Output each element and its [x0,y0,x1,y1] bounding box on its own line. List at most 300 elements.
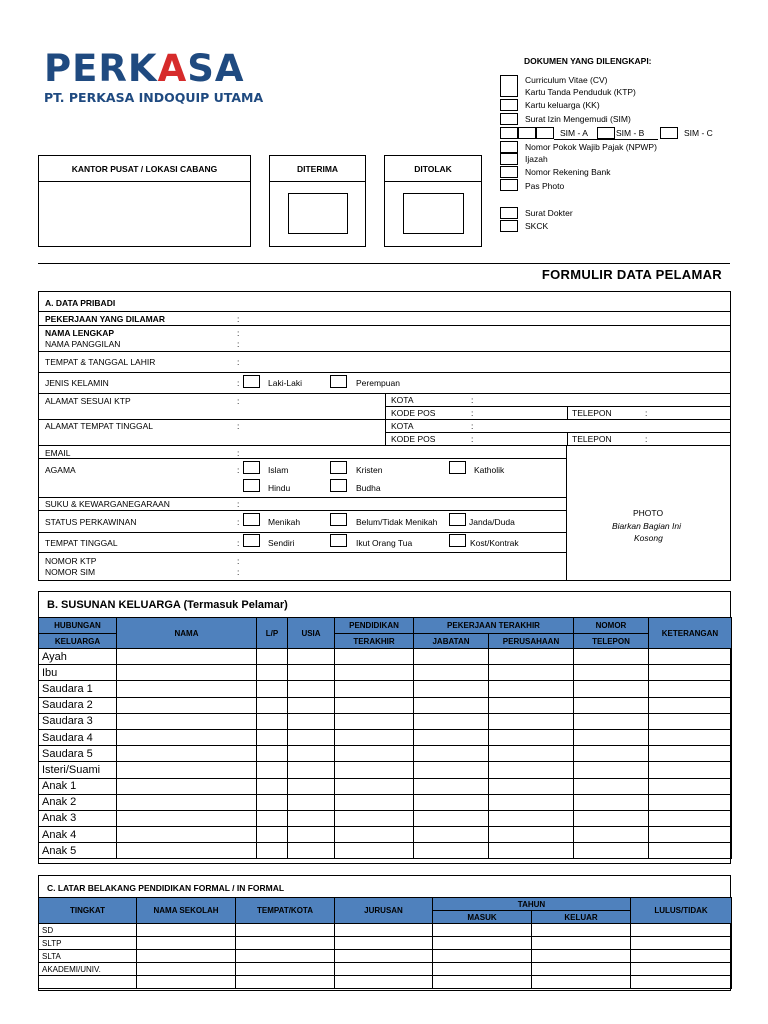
colon: : [237,378,240,388]
doc-checkbox-kk[interactable] [500,99,518,111]
section-education [38,875,731,991]
sim-a-checkbox-1[interactable] [500,127,518,139]
education-cell[interactable] [631,950,732,963]
education-cell[interactable] [532,950,631,963]
family-cell[interactable] [414,810,489,826]
religion-islam-checkbox[interactable] [243,461,260,474]
family-row [39,810,732,826]
education-cell[interactable] [433,924,532,937]
header-company: PERUSAHAAN [489,634,574,649]
education-table [38,897,732,989]
doc-label-ijazah: Ijazah [525,154,548,164]
family-cell[interactable] [489,778,574,794]
family-cell[interactable] [288,762,335,778]
family-cell[interactable] [574,778,649,794]
family-cell[interactable] [117,681,257,697]
education-cell[interactable] [137,950,236,963]
religion-kristen-checkbox[interactable] [330,461,347,474]
label-phone-2: TELEPON [572,434,612,444]
family-cell[interactable] [574,794,649,810]
family-cell[interactable] [335,729,414,745]
header-education-2: TERAKHIR [335,634,414,649]
family-cell[interactable] [257,665,288,681]
family-relation: Saudara 5 [39,746,117,762]
company-name: PT. PERKASA INDOQUIP UTAMA [44,90,264,105]
family-cell[interactable] [117,810,257,826]
family-cell[interactable] [649,762,732,778]
marital-widowed-label: Janda/Duda [469,517,515,527]
colon: : [237,556,240,566]
family-row [39,697,732,713]
header-notes: KETERANGAN [649,618,732,649]
education-cell[interactable] [631,963,732,976]
row-divider [39,510,566,511]
sim-a-checkbox-3[interactable] [536,127,554,139]
education-cell[interactable] [137,963,236,976]
row-divider [39,445,730,446]
header-education: PENDIDIKAN [335,618,414,634]
company-logo [44,47,264,105]
family-cell[interactable] [649,843,732,859]
colon: : [471,434,474,444]
education-level: SD [39,924,137,937]
doc-label-doctor: Surat Dokter [525,208,573,218]
family-cell[interactable] [414,729,489,745]
education-cell[interactable] [532,937,631,950]
education-cell[interactable] [236,924,335,937]
family-row [39,843,732,859]
family-cell[interactable] [649,729,732,745]
section-a-title: A. DATA PRIBADI [45,298,116,308]
header-phone-2: TELEPON [574,634,649,649]
religion-islam-label: Islam [268,465,289,475]
residence-alone-label: Sendiri [268,538,295,548]
gender-male-label: Laki-Laki [268,378,303,388]
label-city-2: KOTA [391,421,414,431]
religion-hindu-label: Hindu [268,483,291,493]
family-cell[interactable] [335,713,414,729]
family-cell[interactable] [335,665,414,681]
sim-a-checkbox-2[interactable] [518,127,536,139]
family-relation: Anak 4 [39,827,117,843]
doc-label-photo: Pas Photo [525,181,565,191]
family-cell[interactable] [489,665,574,681]
family-cell[interactable] [414,649,489,665]
family-cell[interactable] [574,762,649,778]
section-personal-data [38,291,731,581]
family-cell[interactable] [257,697,288,713]
family-cell[interactable] [649,794,732,810]
header-divider [38,263,730,264]
doc-checkbox-npwp[interactable] [500,141,518,153]
family-cell[interactable] [335,810,414,826]
section-family [38,591,731,864]
religion-katholik-label: Katholik [474,465,505,475]
family-row [39,713,732,729]
colon: : [471,408,474,418]
family-cell[interactable] [574,649,649,665]
header-relation: HUBUNGAN [39,618,117,634]
education-cell[interactable] [236,976,335,989]
label-email: EMAIL [45,448,71,458]
colon: : [237,328,240,338]
family-cell[interactable] [117,713,257,729]
row-divider [39,325,730,326]
family-relation: Saudara 4 [39,729,117,745]
label-address-ktp: ALAMAT SESUAI KTP [45,396,131,406]
residence-alone-checkbox[interactable] [243,534,260,547]
label-phone-1: TELEPON [572,408,612,418]
gender-female-checkbox[interactable] [330,375,347,388]
family-relation: Anak 5 [39,843,117,859]
family-relation: Ayah [39,649,117,665]
family-cell[interactable] [414,746,489,762]
family-cell[interactable] [257,762,288,778]
education-cell[interactable] [433,950,532,963]
education-cell[interactable] [433,937,532,950]
family-cell[interactable] [288,681,335,697]
colon: : [237,339,240,349]
education-cell[interactable] [631,937,732,950]
family-cell[interactable] [489,681,574,697]
family-cell[interactable] [574,843,649,859]
family-cell[interactable] [414,762,489,778]
education-row [39,924,732,937]
family-cell[interactable] [288,827,335,843]
branch-office-label: KANTOR PUSAT / LOKASI CABANG [39,156,250,182]
family-cell[interactable] [414,778,489,794]
family-cell[interactable] [414,843,489,859]
colon: : [645,408,648,418]
family-row [39,762,732,778]
family-cell[interactable] [288,746,335,762]
header-sex: L/P [257,618,288,649]
family-cell[interactable] [117,665,257,681]
label-full-name: NAMA LENGKAP [45,328,115,338]
education-cell[interactable] [137,976,236,989]
accepted-stamp-area[interactable] [288,193,348,234]
doc-checkbox-skck[interactable] [500,220,518,232]
family-cell[interactable] [574,729,649,745]
family-row [39,794,732,810]
family-relation: Isteri/Suami [39,762,117,778]
family-cell[interactable] [288,713,335,729]
education-cell[interactable] [532,924,631,937]
colon: : [237,314,240,324]
doc-checkbox-bank[interactable] [500,166,518,178]
family-cell[interactable] [335,746,414,762]
family-cell[interactable] [117,746,257,762]
family-row [39,649,732,665]
education-cell[interactable] [335,963,433,976]
family-cell[interactable] [335,681,414,697]
marital-single-label: Belum/Tidak Menikah [356,517,438,527]
family-cell[interactable] [649,665,732,681]
family-relation: Saudara 3 [39,713,117,729]
family-cell[interactable] [489,649,574,665]
header-level: TINGKAT [39,898,137,924]
family-cell[interactable] [117,794,257,810]
family-cell[interactable] [288,665,335,681]
family-cell[interactable] [489,827,574,843]
form-title: FORMULIR DATA PELAMAR [541,267,722,282]
logo-wordmark: PERKASA [44,47,245,90]
family-row [39,827,732,843]
family-cell[interactable] [117,778,257,794]
family-relation: Anak 1 [39,778,117,794]
photo-divider [566,445,567,580]
education-cell[interactable] [532,963,631,976]
colon: : [471,421,474,431]
family-cell[interactable] [257,681,288,697]
family-relation: Anak 3 [39,810,117,826]
family-cell[interactable] [489,810,574,826]
family-cell[interactable] [414,697,489,713]
header-relation-2: KELUARGA [39,634,117,649]
education-cell[interactable] [335,950,433,963]
doc-label-cv: Curriculum Vitae (CV) [525,75,608,85]
rejected-label: DITOLAK [385,156,481,182]
accepted-box [269,155,366,247]
doc-label-kk: Kartu keluarga (KK) [525,100,600,110]
family-relation: Anak 2 [39,794,117,810]
family-cell[interactable] [489,746,574,762]
family-relation: Ibu [39,665,117,681]
label-nickname: NAMA PANGGILAN [45,339,121,349]
family-cell[interactable] [117,697,257,713]
family-cell[interactable] [288,649,335,665]
doc-label-bank: Nomor Rekening Bank [525,167,611,177]
family-cell[interactable] [649,827,732,843]
family-table [38,617,732,859]
family-cell[interactable] [335,794,414,810]
family-cell[interactable] [649,746,732,762]
label-religion: AGAMA [45,465,76,475]
family-cell[interactable] [649,778,732,794]
header-name: NAMA [117,618,257,649]
doc-checkbox-cv-ktp[interactable] [500,75,518,97]
colon: : [237,396,240,406]
family-cell[interactable] [335,827,414,843]
header-phone: NOMOR [574,618,649,634]
family-cell[interactable] [117,843,257,859]
doc-label-sim: Surat Izin Mengemudi (SIM) [525,114,631,124]
family-row [39,746,732,762]
family-cell[interactable] [574,713,649,729]
family-cell[interactable] [288,778,335,794]
family-cell[interactable] [574,697,649,713]
family-cell[interactable] [489,713,574,729]
family-cell[interactable] [288,697,335,713]
family-cell[interactable] [335,778,414,794]
colon: : [471,395,474,405]
family-cell[interactable] [257,778,288,794]
education-level: SLTA [39,950,137,963]
family-cell[interactable] [257,746,288,762]
label-ktp-number: NOMOR KTP [45,556,97,566]
colon: : [645,434,648,444]
religion-budha-checkbox[interactable] [330,479,347,492]
family-cell[interactable] [117,729,257,745]
doc-checkbox-sim[interactable] [500,113,518,125]
row-divider [39,372,730,373]
family-cell[interactable] [414,713,489,729]
education-cell[interactable] [236,937,335,950]
religion-budha-label: Budha [356,483,381,493]
education-cell[interactable] [236,963,335,976]
education-cell[interactable] [433,976,532,989]
residence-rent-label: Kost/Kontrak [470,538,519,548]
marital-married-label: Menikah [268,517,301,527]
marital-married-checkbox[interactable] [243,513,260,526]
row-divider [39,497,566,498]
label-marital: STATUS PERKAWINAN [45,517,137,527]
family-cell[interactable] [574,681,649,697]
family-cell[interactable] [574,746,649,762]
family-cell[interactable] [257,810,288,826]
family-row [39,729,732,745]
family-cell[interactable] [335,649,414,665]
family-cell[interactable] [489,794,574,810]
education-cell[interactable] [335,924,433,937]
family-cell[interactable] [649,713,732,729]
family-cell[interactable] [257,794,288,810]
row-divider [39,458,566,459]
header-school: NAMA SEKOLAH [137,898,236,924]
header-position: JABATAN [414,634,489,649]
label-position: PEKERJAAN YANG DILAMAR [45,314,165,324]
family-cell[interactable] [574,810,649,826]
family-cell[interactable] [489,762,574,778]
family-cell[interactable] [574,665,649,681]
family-cell[interactable] [649,810,732,826]
education-row [39,963,732,976]
colon: : [237,357,240,367]
sim-row-line [554,139,658,140]
family-cell[interactable] [489,729,574,745]
row-divider [39,532,566,533]
sim-c-checkbox[interactable] [660,127,678,139]
photo-note-1: Biarkan Bagian Ini [612,521,681,531]
marital-widowed-checkbox[interactable] [449,513,466,526]
family-cell[interactable] [257,827,288,843]
family-cell[interactable] [489,697,574,713]
family-cell[interactable] [414,665,489,681]
family-cell[interactable] [649,697,732,713]
section-b-title: B. SUSUNAN KELUARGA (Termasuk Pelamar) [47,599,288,611]
gender-male-checkbox[interactable] [243,375,260,388]
family-relation: Saudara 2 [39,697,117,713]
doc-checkbox-ijazah[interactable] [500,153,518,165]
family-cell[interactable] [288,794,335,810]
colon: : [237,465,240,475]
family-row [39,665,732,681]
marital-single-checkbox[interactable] [330,513,347,526]
education-row [39,937,732,950]
family-cell[interactable] [117,762,257,778]
header-place: TEMPAT/KOTA [236,898,335,924]
address-split [385,393,386,445]
label-sim-number: NOMOR SIM [45,567,96,577]
label-city-1: KOTA [391,395,414,405]
colon: : [237,538,240,548]
family-cell[interactable] [117,827,257,843]
education-cell[interactable] [433,963,532,976]
family-relation: Saudara 1 [39,681,117,697]
family-cell[interactable] [489,843,574,859]
education-cell[interactable] [236,950,335,963]
family-cell[interactable] [649,649,732,665]
colon: : [237,517,240,527]
family-cell[interactable] [649,681,732,697]
family-row [39,778,732,794]
sim-b-label: SIM - B [616,128,645,138]
section-c-title: C. LATAR BELAKANG PENDIDIKAN FORMAL / IN FORMAL [47,883,285,893]
education-cell[interactable] [532,976,631,989]
colon: : [237,499,240,509]
header-age: USIA [288,618,335,649]
family-cell[interactable] [414,681,489,697]
photo-note-2: Kosong [634,533,663,543]
label-postal-1: KODE POS [391,408,436,418]
family-row [39,681,732,697]
sim-a-label: SIM - A [560,128,588,138]
education-cell[interactable] [631,924,732,937]
row-divider [39,351,730,352]
education-row [39,976,732,989]
rejected-stamp-area[interactable] [403,193,464,234]
education-cell[interactable] [137,937,236,950]
header-major: JURUSAN [335,898,433,924]
family-cell[interactable] [335,843,414,859]
family-cell[interactable] [257,713,288,729]
family-cell[interactable] [257,843,288,859]
family-cell[interactable] [288,810,335,826]
family-cell[interactable] [288,729,335,745]
education-cell[interactable] [137,924,236,937]
label-postal-2: KODE POS [391,434,436,444]
doc-checkbox-photo[interactable] [500,179,518,191]
family-cell[interactable] [335,697,414,713]
documents-title: DOKUMEN YANG DILENGKAPI: [524,56,652,66]
education-cell[interactable] [631,976,732,989]
family-cell[interactable] [574,827,649,843]
row-divider [39,311,730,312]
religion-katholik-checkbox[interactable] [449,461,466,474]
accepted-label: DITERIMA [270,156,365,182]
family-cell[interactable] [335,762,414,778]
header-year-in: MASUK [433,911,532,924]
residence-parents-checkbox[interactable] [330,534,347,547]
family-cell[interactable] [257,649,288,665]
branch-office-box [38,155,251,247]
colon: : [237,421,240,431]
religion-hindu-checkbox[interactable] [243,479,260,492]
family-cell[interactable] [117,649,257,665]
doc-checkbox-doctor[interactable] [500,207,518,219]
photo-label: PHOTO [633,508,664,518]
family-cell[interactable] [257,729,288,745]
education-cell[interactable] [335,976,433,989]
family-cell[interactable] [288,843,335,859]
doc-label-ktp: Kartu Tanda Penduduk (KTP) [525,87,636,97]
family-cell[interactable] [414,794,489,810]
sim-b-checkbox[interactable] [597,127,615,139]
education-cell[interactable] [335,937,433,950]
education-level: SLTP [39,937,137,950]
family-cell[interactable] [414,827,489,843]
residence-rent-checkbox[interactable] [449,534,466,547]
